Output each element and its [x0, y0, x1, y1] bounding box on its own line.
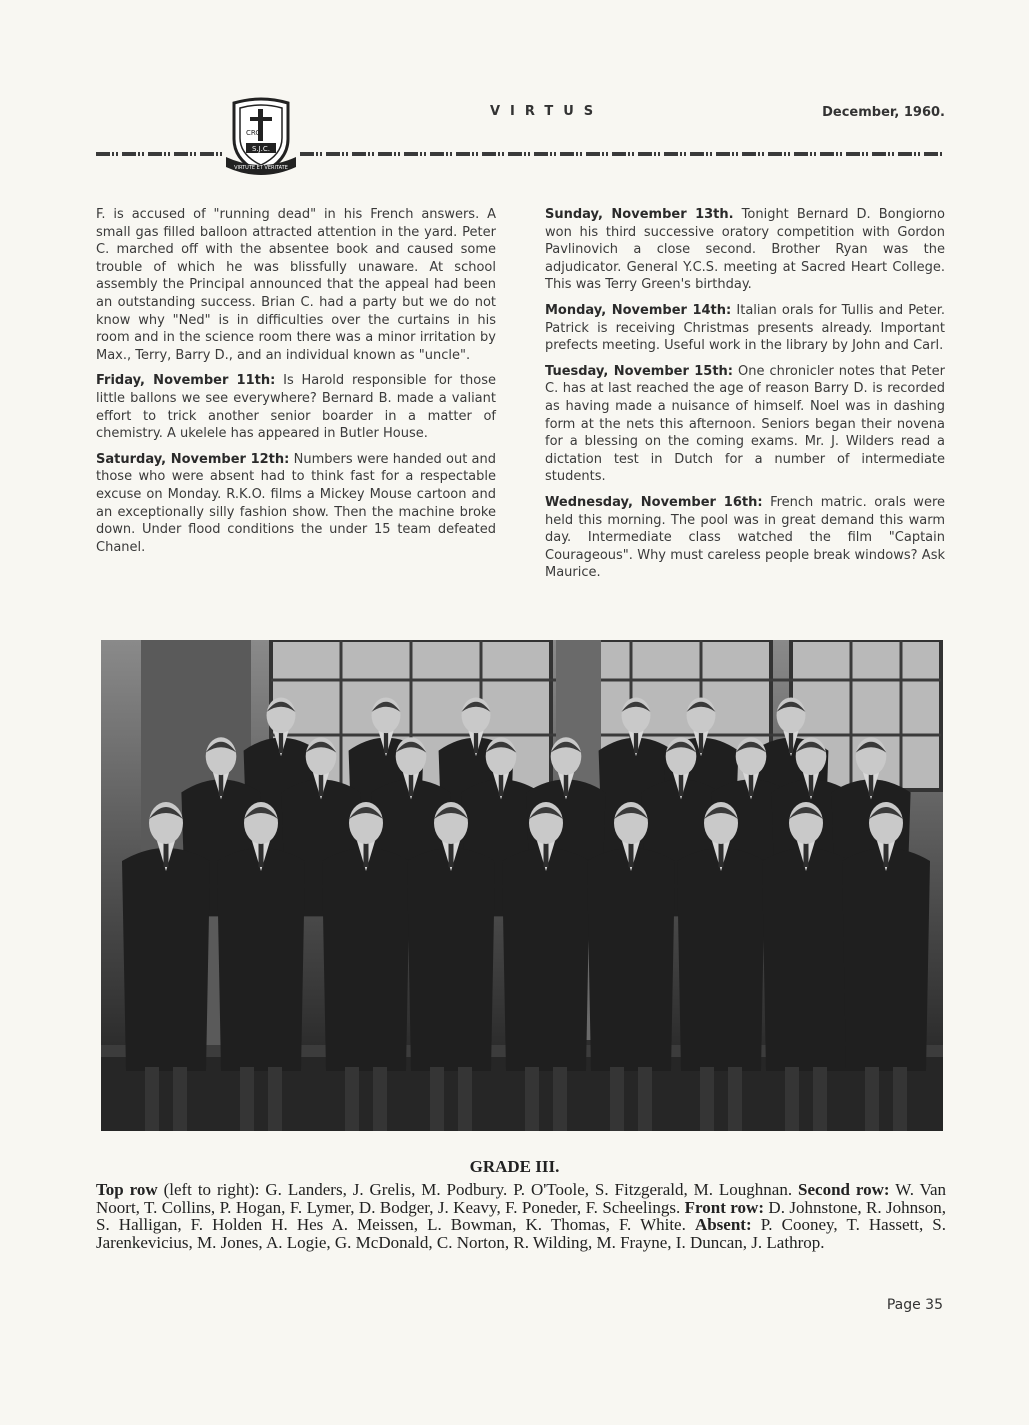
- caption-row-names: P. Cooney, T. Hassett, S. Jarenkevicius, M. Jones, A. Logie, G. McDonald, C. Norton, R. Wilding, M. Frayne, I. Duncan, J. Lathrop.: [96, 1215, 946, 1252]
- crest-middle-text: S.J.C.: [251, 145, 271, 153]
- entry-heading: Sunday, November 13th.: [545, 207, 734, 222]
- entry-heading: Tuesday, November 15th:: [545, 363, 734, 379]
- issue-date: December, 1960.: [822, 105, 945, 120]
- entry-text: F. is accused of "running dead" in his French answers. A small gas filled balloon attracted attention in the yard. Peter C. marched off with the absentee book and caused some trouble of which he was blissfully unaware. At school assembly the Principal announced that the appeal had been an outstanding success. Brian C. had a party but we do not know why "Ned" is in difficulties over the curtains in his room and in the science room there was a minor irritation by Max., Terry, Barry D., and an individual known as "uncle".: [96, 207, 496, 363]
- entry-heading: Saturday, November 12th:: [96, 451, 290, 467]
- entry-text: Tonight Bernard D. Bongiorno won his third successive oratory competition with Gordon Pavlinovich a close second. Brother Ryan was the adjudicator. General Y.C.S. meeting at Sacred Heart College. This was Terry Green's birthday.: [545, 207, 945, 293]
- entry-heading: Friday, November 11th:: [96, 373, 276, 389]
- diary-entry: [96, 372, 496, 442]
- magazine-title: VIRTUS: [490, 104, 604, 119]
- header-rule-right: [300, 152, 942, 156]
- diary-entry: [96, 206, 496, 364]
- photo-caption: [96, 1181, 946, 1251]
- diary-entry: [96, 451, 496, 557]
- header-rule-left: [96, 152, 224, 156]
- entry-heading: Monday, November 14th:: [545, 302, 732, 318]
- crest-motto-text: VIRTUTE ET VERITATE: [234, 165, 288, 171]
- entry-text: One chronicler notes that Peter C. has at last reached the age of reason Barry D. is recorded as having made a nuisance of himself. Noel was in dashing form at the nets this afternoon. Seniors began their novena for a blessing on the coming exams. Mr. J. Wilders read a dictation test in Dutch for a number of intermediate students.: [545, 363, 945, 485]
- caption-row-label: Top row: [96, 1180, 158, 1199]
- caption-row-label: Second row:: [798, 1180, 890, 1199]
- left-column: [96, 206, 496, 564]
- caption-row-names: W. Van Noort, T. Collins, P. Hogan, F. Lymer, D. Bodger, J. Keavy, F. Poneder, F. Scheelings.: [96, 1180, 947, 1217]
- crest-top-text: CRC: [246, 129, 261, 137]
- page-number: Page 35: [886, 1297, 943, 1313]
- diary-entry: [545, 302, 945, 355]
- entry-heading: Wednesday, November 16th:: [545, 494, 763, 510]
- caption-row-label: Front row:: [684, 1197, 764, 1217]
- caption-row-names: D. Johnstone, R. Johnson, S. Halligan, F. Holden H. Hes A. Meissen, L. Bowman, K. Thomas, F. White.: [96, 1197, 947, 1234]
- diary-entry: [545, 494, 945, 582]
- entry-text: French matric. orals were held this morning. The pool was in great demand this warm day. Intermediate class watched the film "Captain Courageous". Why must careless people break windows? Ask Maurice.: [545, 494, 945, 581]
- diary-entry: [545, 206, 945, 294]
- caption-row-label: Absent:: [694, 1215, 752, 1234]
- class-group-photo: [101, 640, 943, 1131]
- diary-entry: [545, 363, 945, 486]
- entry-text: Italian orals for Tullis and Peter. Patrick is receiving Christmas presents already. Important prefects meeting. Useful work in the library by John and Carl.: [545, 302, 945, 354]
- caption-row-names: (left to right): G. Landers, J. Grelis, M. Podbury. P. O'Toole, S. Fitzgerald, M. Loughnan.: [163, 1180, 793, 1199]
- right-column: [545, 206, 945, 590]
- school-crest-icon: [226, 95, 296, 177]
- entry-text: Is Harold responsible for those little ballons we see everywhere? Bernard B. made a valiant effort to trick another senior boarder in a matter of chemistry. A ukelele has appeared in Butler House.: [96, 373, 496, 442]
- photo-caption-title: GRADE III.: [469, 1157, 560, 1176]
- entry-text: Numbers were handed out and those who were absent had to think fast for a respectable excuse on Monday. R.K.O. films a Mickey Mouse cartoon and an exceptionally silly fashion show. Then the machine broke down. Under flood conditions the under 15 team defeated Chanel.: [96, 451, 497, 555]
